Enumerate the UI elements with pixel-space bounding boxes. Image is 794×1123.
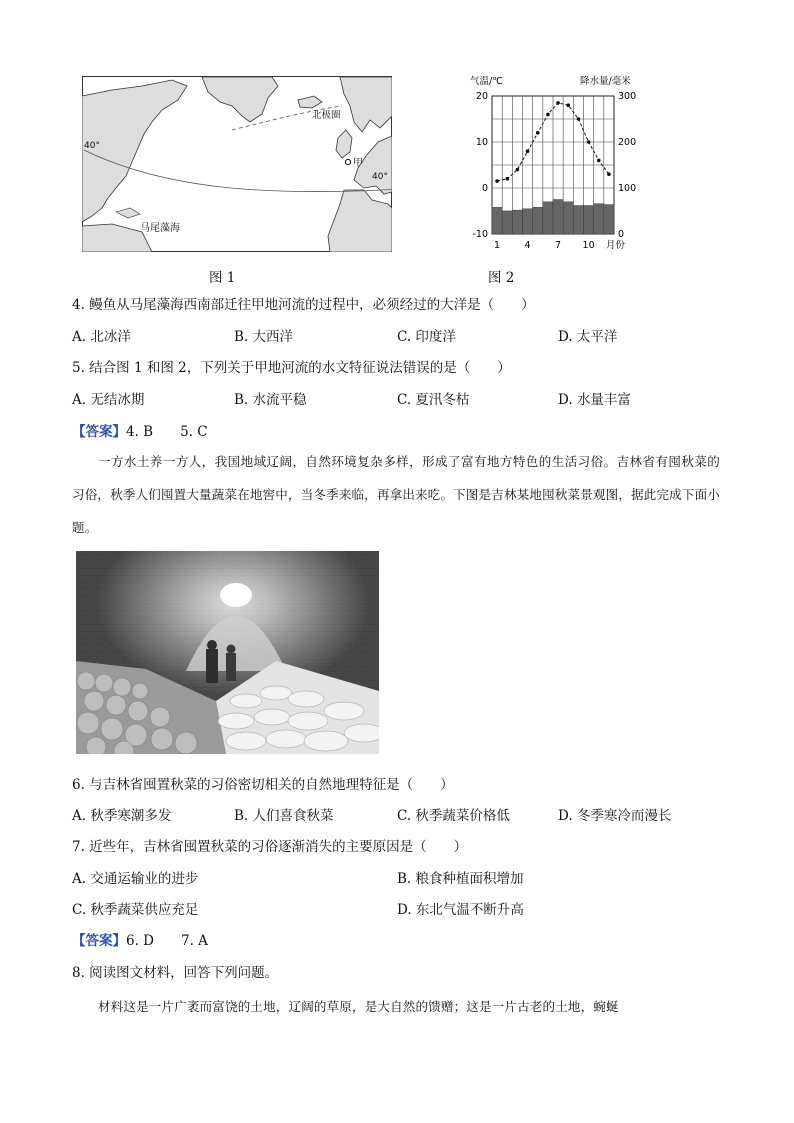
q4-option-c: C. 印度洋 [397, 329, 456, 345]
answer-tag: 【答案】 [72, 424, 126, 440]
precipitation-bar [553, 200, 563, 235]
right-tick-label: 200 [618, 137, 637, 148]
jia-label: 甲 [353, 158, 363, 169]
precipitation-bar [492, 207, 502, 234]
lat-left-label: 40° [84, 141, 100, 151]
sargasso-label: 马尾藻海 [140, 223, 180, 234]
cellar-photo [76, 551, 379, 754]
temperature-point [536, 131, 540, 135]
temperature-point [505, 177, 509, 181]
q4-option-d: D. 太平洋 [558, 329, 618, 345]
passage-text [72, 445, 720, 544]
temperature-point [526, 149, 530, 153]
precipitation-bar [502, 211, 512, 234]
temperature-point [566, 103, 570, 107]
left-tick-label: 10 [475, 137, 488, 148]
right-tick-label: 300 [618, 91, 637, 102]
q7-option-d: D. 东北气温不断升高 [397, 902, 524, 918]
x-tick-label: 7 [555, 240, 562, 251]
q6-option-a: A. 秋季寒潮多发 [72, 808, 172, 824]
y-left-axis-label: 气温/℃ [470, 76, 503, 87]
left-tick-label: -10 [472, 229, 488, 240]
precipitation-bar [543, 202, 553, 234]
answer-tag: 【答案】 [72, 933, 126, 949]
temperature-point [597, 159, 601, 163]
temperature-point [495, 179, 499, 183]
y-right-axis-label: 降水量/毫米 [580, 76, 631, 87]
cellar-photo-svg [76, 551, 379, 754]
temperature-point [516, 168, 520, 172]
q5-option-c: C. 夏汛冬枯 [397, 392, 470, 408]
x-tick-label: 1 [494, 240, 501, 251]
q6-option-c: C. 秋季蔬菜价格低 [397, 808, 510, 824]
precipitation-bar [604, 205, 614, 234]
lat-right-label: 40° [372, 172, 388, 182]
figure2-chart [464, 72, 644, 262]
q5-option-a: A. 无结冰期 [72, 392, 145, 408]
q7-option-a: A. 交通运输业的进步 [72, 871, 199, 887]
q6-option-b: B. 人们喜食秋菜 [234, 808, 334, 824]
material-text [72, 990, 720, 1023]
precipitation-bar [563, 202, 573, 234]
right-tick-label: 100 [618, 183, 637, 194]
precipitation-bar [533, 207, 543, 234]
temperature-point [587, 140, 591, 144]
left-tick-label: 20 [475, 91, 488, 102]
precipitation-bar [573, 205, 583, 234]
answer-text: 4. B 5. C [126, 424, 208, 440]
q5-option-b: B. 水流平稳 [234, 392, 307, 408]
jia-point [345, 159, 350, 164]
figure1-caption: 图 1 [209, 270, 236, 286]
temperature-point [577, 117, 581, 121]
right-tick-label: 0 [618, 229, 625, 240]
material-content: 材料这是一片广袤而富饶的土地，辽阔的草原，是大自然的馈赠；这是一片古老的土地，蜿蜒 [98, 999, 619, 1014]
q7-option-c: C. 秋季蔬菜供应充足 [72, 902, 199, 918]
map-svg [82, 76, 392, 252]
left-tick-label: 0 [481, 183, 488, 194]
answer-4-5 [72, 423, 208, 441]
x-tick-label: 10 [582, 240, 595, 251]
figure1-map [82, 76, 392, 252]
temperature-point [607, 172, 611, 176]
temperature-point [546, 113, 550, 117]
question-8-stem: 8. 阅读图文材料，回答下列问题。 [72, 965, 279, 981]
precipitation-bar [523, 209, 533, 234]
answer-text: 6. D 7. A [126, 933, 208, 949]
passage-content: 一方水土养一方人，我国地域辽阔，自然环境复杂多样，形成了富有地方特色的生活习俗。吉林省有囤秋菜的习俗，秋季人们囤置大量蔬菜在地窖中，当冬季来临，再拿出来吃。下图是吉林某地囤秋菜景观图，据此完成下面小题。 [72, 454, 720, 535]
q5-option-d: D. 水量丰富 [558, 392, 631, 408]
question-6-stem: 6. 与吉林省囤置秋菜的习俗密切相关的自然地理特征是（ ） [72, 777, 454, 793]
q6-option-d: D. 冬季寒冷而漫长 [558, 808, 672, 824]
precipitation-bar [584, 205, 594, 234]
climate-chart-svg [464, 72, 644, 262]
q4-option-b: B. 大西洋 [234, 329, 294, 345]
answer-6-7 [72, 932, 208, 950]
q4-option-a: A. 北冰洋 [72, 329, 131, 345]
precipitation-bar [594, 204, 604, 234]
temperature-point [556, 101, 560, 105]
question-4-stem: 4. 鳗鱼从马尾藻海西南部迁往甲地河流的过程中，必须经过的大洋是（ ） [72, 297, 535, 313]
x-unit-label: 月份 [605, 240, 625, 251]
question-7-stem: 7. 近些年，吉林省囤置秋菜的习俗逐渐消失的主要原因是（ ） [72, 839, 468, 855]
question-5-stem: 5. 结合图 1 和图 2，下列关于甲地河流的水文特征说法错误的是（ ） [72, 360, 511, 376]
precipitation-bar [512, 210, 522, 234]
q7-option-b: B. 粮食种植面积增加 [397, 871, 524, 887]
x-tick-label: 4 [524, 240, 531, 251]
arctic-circle-label: 北极圈 [312, 110, 341, 121]
figure2-caption: 图 2 [488, 270, 515, 286]
